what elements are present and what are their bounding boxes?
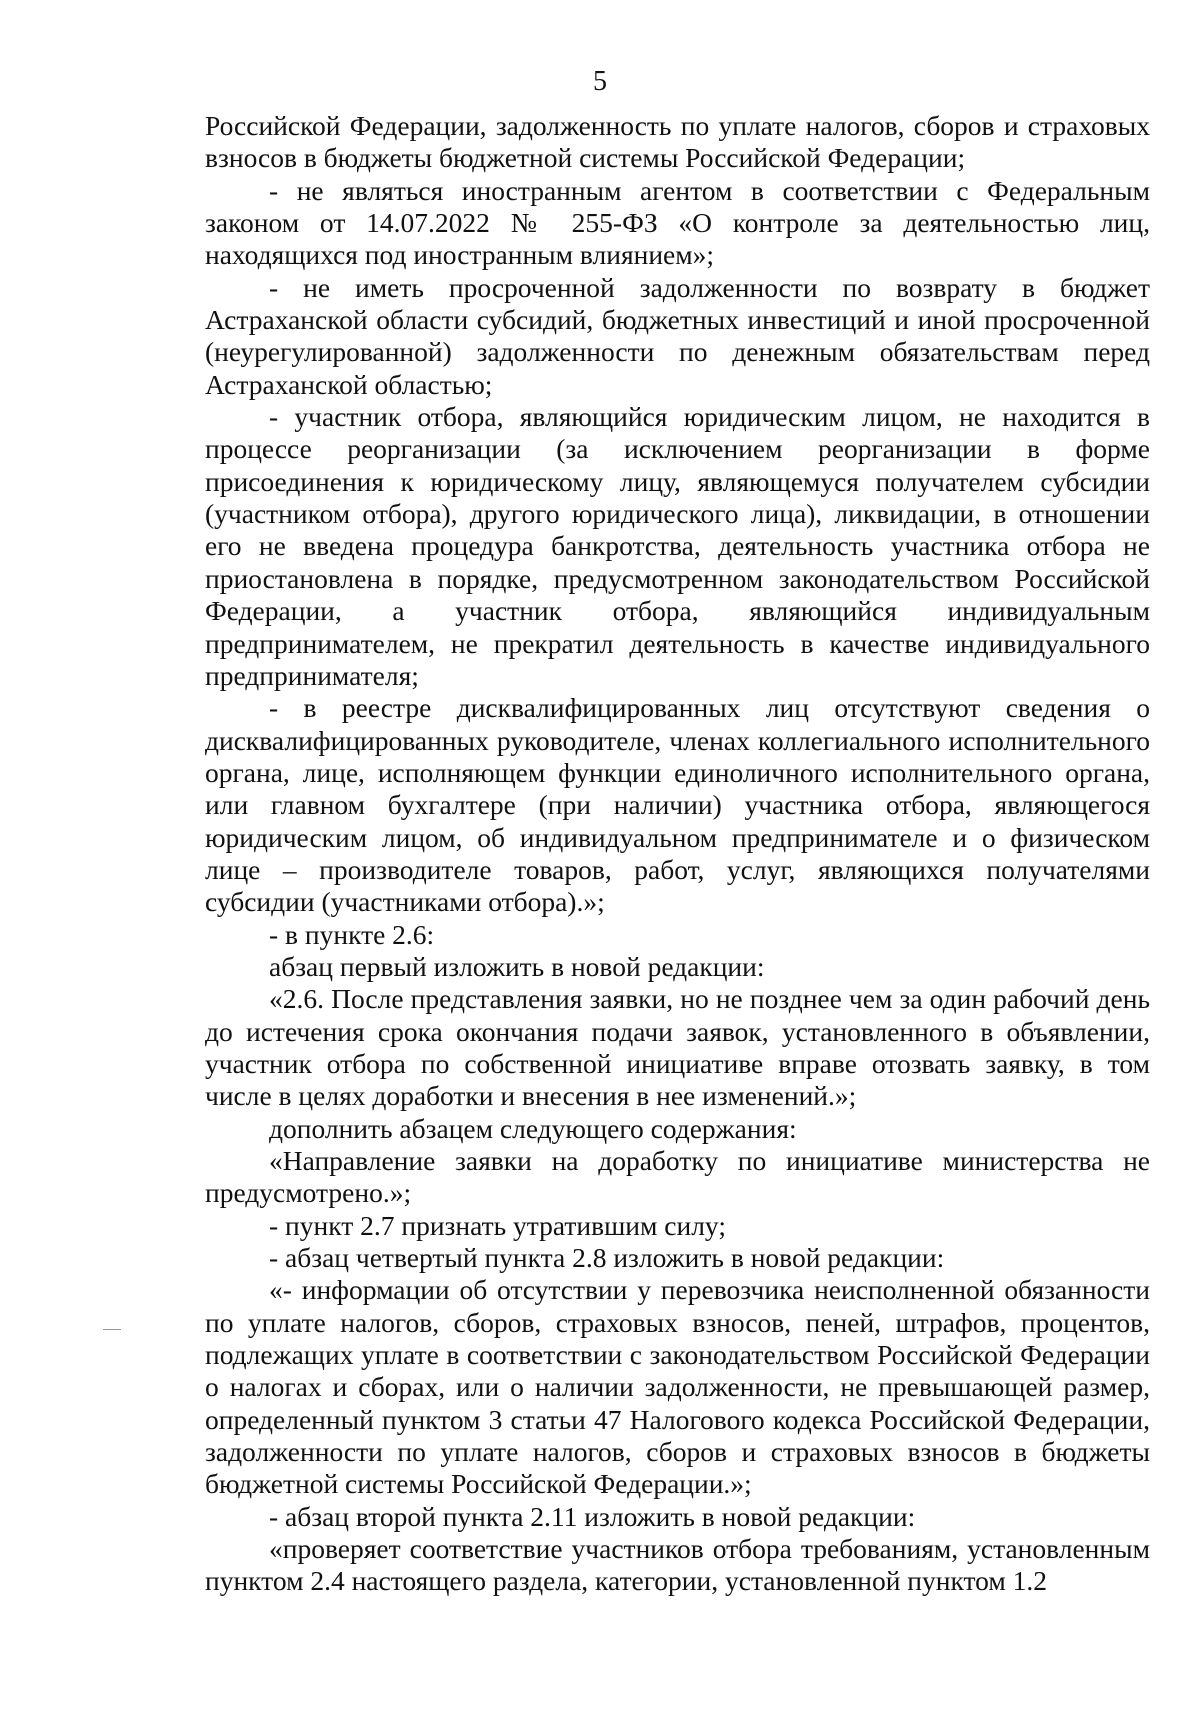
paragraph: абзац первый изложить в новой редакции: bbox=[269, 950, 765, 982]
paragraph: - участник отбора, являющийся юридическим лицом, не находится в процессе реорганизации (за исключением реорганизации в форме присоединения к юридическому лицу, являющемуся получателем субсидии (участником отбора), другого юридического лица), ликвидации, в отношении его не введена процедура банкротства, деятельность участника отбора не приостановлена в порядке, предусмотренном законодательством Российской Федерации, а участник отбора, являющийся индивидуальным предпринимателем, не прекратил деятельность в качестве индивидуального предпринимателя; bbox=[205, 401, 1150, 691]
paragraph: «Направление заявки на доработку по инициативе министерства не предусмотрено.»; bbox=[205, 1145, 1150, 1209]
paragraph: «2.6. После представления заявки, но не позднее чем за один рабочий день до истечения срока окончания подачи заявок, установленного в объявлении, участник отбора по собственной инициативе вправе отозвать заявку, в том числе в целях доработки и внесения в нее изменений.»; bbox=[205, 983, 1150, 1112]
paragraph: - в пункте 2.6: bbox=[269, 918, 435, 950]
paragraph: Российской Федерации, задолженность по уплате налогов, сборов и страховых взносов в бюджеты бюджетной системы Российской Федерации; bbox=[205, 110, 1150, 174]
document-body bbox=[205, 110, 1150, 1598]
paragraph: дополнить абзацем следующего содержания: bbox=[269, 1112, 797, 1144]
paragraph: - пункт 2.7 признать утратившим силу; bbox=[269, 1209, 726, 1241]
paragraph: - не иметь просроченной задолженности по возврату в бюджет Астраханской области субсидий, бюджетных инвестиций и иной просроченной (неурегулированной) задолженности по денежным обязательствам перед Астраханской областью; bbox=[205, 271, 1150, 400]
paragraph: - в реестре дисквалифицированных лиц отсутствуют сведения о дисквалифицированных руководителе, членах коллегиального исполнительного органа, лице, исполняющем функции единоличного исполнительного органа, или главном бухгалтере (при наличии) участника отбора, являющегося юридическим лицом, об индивидуальном предпринимателе и о физическом лице – производителе товаров, работ, услуг, являющихся получателями субсидии (участниками отбора).»; bbox=[205, 692, 1150, 918]
paragraph: - абзац четвертый пункта 2.8 изложить в новой редакции: bbox=[269, 1242, 945, 1274]
paragraph: «проверяет соответствие участников отбора требованиям, установленным пунктом 2.4 настоящего раздела, категории, установленной пунктом 1.2 bbox=[205, 1533, 1150, 1597]
scan-margin-mark bbox=[103, 1329, 121, 1330]
page-number: 5 bbox=[593, 66, 607, 97]
paragraph: «- информации об отсутствии у перевозчика неисполненной обязанности по уплате налогов, сборов, страховых взносов, пеней, штрафов, процентов, подлежащих уплате в соответствии с законодательством Российской Федерации о налогах и сборах, или о наличии задолженности, не превышающей размер, определенный пунктом 3 статьи 47 Налогового кодекса Российской Федерации, задолженности по уплате налогов, сборов и страховых взносов в бюджеты бюджетной системы Российской Федерации.»; bbox=[205, 1274, 1150, 1500]
paragraph: - абзац второй пункта 2.11 изложить в новой редакции: bbox=[269, 1500, 916, 1532]
paragraph: - не являться иностранным агентом в соответствии с Федеральным законом от 14.07.2022 № 255-ФЗ «О контроле за деятельностью лиц, находящихся под иностранным влиянием»; bbox=[205, 174, 1150, 271]
